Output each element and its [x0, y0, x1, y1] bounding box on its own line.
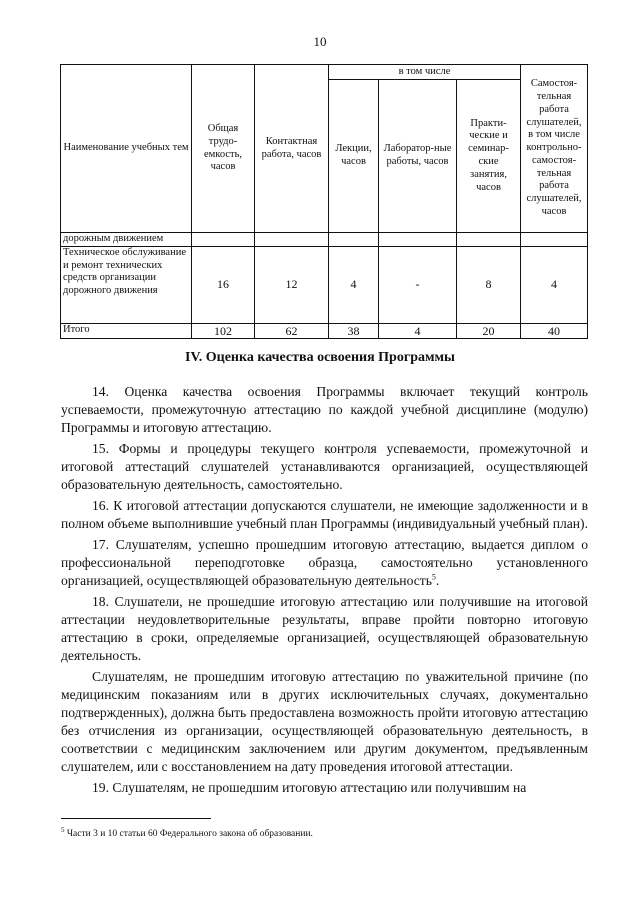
paragraph-18-continued: Слушателям, не прошедшим итоговую аттестацию по уважительной причине (по медицинским показаниям или в других исключительных случаях, документально подтвержденных), должна быть предоставлена возможность пройти итоговую аттестацию без отчисления из организации, осуществляющей образовательную деятельность, в соответствии с медицинским заключением или другим документом, предъявленным слушателем, или с восстановлением на дату проведения итоговой аттестации.	[61, 669, 588, 774]
cell-lab: 4	[379, 323, 457, 339]
paragraph-17-text: 17. Слушателям, успешно прошедшим итоговую аттестацию, выдается диплом о профессиональной переподготовке образца, самостоятельно установленного организацией, осуществляющей образовательную деятельность	[61, 537, 588, 588]
total-row	[61, 323, 588, 339]
paragraph-15: 15. Формы и процедуры текущего контроля успеваемости, промежуточной и итоговой аттестаций слушателей устанавливаются организацией, осуществляющей образовательную деятельность, самостоятельно.	[61, 441, 588, 492]
cell-name: Итого	[61, 323, 192, 339]
header-practice: Практи-ческие и семинар-ские занятия, часов	[457, 80, 521, 233]
cell-total: 102	[192, 323, 255, 339]
cell-lab: -	[379, 246, 457, 323]
cell-contact: 62	[255, 323, 329, 339]
footnote-ref: 5	[431, 572, 436, 582]
paragraph-16: 16. К итоговой аттестации допускаются слушатели, не имеющие задолженности и в полном объеме выполнившие учебный план Программы (индивидуальный учебный план).	[61, 498, 588, 531]
header-contact: Контактная работа, часов	[255, 65, 329, 233]
cell-total: 16	[192, 246, 255, 323]
curriculum-table	[60, 64, 588, 339]
header-self: Самостоя-тельная работа слушателей, в том числе контрольно-самостоя-тельная работа слушателей, часов	[521, 65, 588, 233]
header-name: Наименование учебных тем	[61, 65, 192, 233]
table-row	[61, 246, 588, 323]
cell-self: 4	[521, 246, 588, 323]
header-including: в том числе	[329, 65, 521, 80]
header-lab: Лаборатор-ные работы, часов	[379, 80, 457, 233]
cell-practice: 8	[457, 246, 521, 323]
cell-lectures: 4	[329, 246, 379, 323]
header-lectures: Лекции, часов	[329, 80, 379, 233]
cell-practice: 20	[457, 323, 521, 339]
paragraph-19: 19. Слушателям, не прошедшим итоговую аттестацию или получившим на	[92, 780, 527, 795]
table-row	[61, 233, 588, 247]
cell-self: 40	[521, 323, 588, 339]
paragraph-14: 14. Оценка качества освоения Программы включает текущий контроль успеваемости, промежуточную аттестацию по каждой учебной дисциплине (модулю) Программы и итоговую аттестацию.	[61, 384, 588, 435]
paragraph-17: 17. Слушателям, успешно прошедшим итоговую аттестацию, выдается диплом о профессиональной переподготовке образца, самостоятельно установленного организацией, осуществляющей образовательную деятельность$^5$.	[61, 537, 588, 588]
cell-contact: 12	[255, 246, 329, 323]
footnote-marker: 5	[61, 826, 65, 834]
header-total: Общая трудо-емкость, часов	[192, 65, 255, 233]
cell-lectures: 38	[329, 323, 379, 339]
cell-name: Техническое обслуживание и ремонт технических средств организации дорожного движения	[61, 246, 192, 323]
footnote	[61, 826, 588, 839]
body-text	[61, 383, 588, 800]
cell-name: дорожным движением	[61, 233, 192, 247]
page-number: 10	[313, 34, 327, 49]
footnote-text: Части 3 и 10 статьи 60 Федерального закона об образовании.	[66, 829, 313, 840]
footnote-divider	[61, 818, 211, 819]
paragraph-18: 18. Слушатели, не прошедшие итоговую аттестацию или получившие на итоговой аттестации неудовлетворительные результаты, вправе пройти повторно итоговую аттестацию в сроки, определяемые организацией, осуществляющей образовательную деятельность.	[61, 594, 588, 663]
section-title: IV. Оценка качества освоения Программы	[185, 350, 455, 365]
